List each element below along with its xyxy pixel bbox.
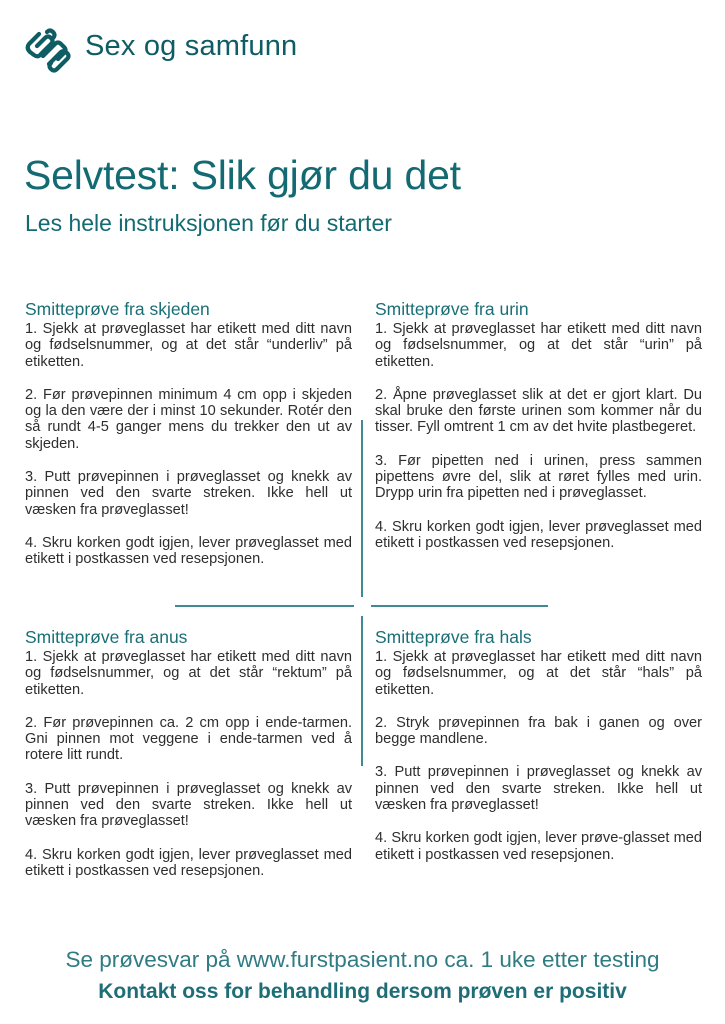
vertical-divider-bottom: [361, 616, 363, 766]
paperclip-s-logo-icon: [25, 26, 75, 76]
step-2: 2. Åpne prøveglasset slik at det er gjort klart. Du skal bruke den første urinen som kommer når du tisser. Fyll omtrent 1 cm av det hvite plastbegeret.: [375, 386, 702, 436]
step-1: 1. Sjekk at prøveglasset har etikett med ditt navn og fødselsnummer, og at det står “urin” på etiketten.: [375, 321, 702, 370]
step-3: 3. Putt prøvepinnen i prøveglasset og knekk av pinnen ved den svarte streken. Ikke hell ut væsken fra prøveglasset!: [25, 469, 352, 518]
section-heading: Smitteprøve fra anus: [25, 627, 188, 647]
section-anal-sample: [25, 627, 352, 896]
step-4: 4. Skru korken godt igjen, lever prøveglasset med etikett i postkassen ved resepsjonen.: [375, 518, 702, 551]
step-3: 3. Før pipetten ned i urinen, press sammen pipettens øvre del, slik at røret fylles med urin. Drypp urin fra pipetten ned i prøveglasset.: [375, 452, 702, 502]
horizontal-divider-right: [371, 605, 548, 607]
step-1: 1. Sjekk at prøveglasset har etikett med ditt navn og fødselsnummer, og at det står “rektum” på etiketten.: [25, 649, 352, 698]
step-4: 4. Skru korken godt igjen, lever prøveglasset med etikett i postkassen ved resepsjonen.: [25, 534, 352, 568]
section-throat-sample: [375, 627, 702, 880]
section-vaginal-sample: [25, 299, 352, 585]
page-subtitle: Les hele instruksjonen før du starter: [25, 210, 392, 236]
step-1: 1. Sjekk at prøveglasset har etikett med ditt navn og fødselsnummer, og at det står “hals” på etiketten.: [375, 649, 702, 698]
vertical-divider-top: [361, 420, 363, 597]
step-2: 2. Før prøvepinnen minimum 4 cm opp i skjeden og la den være der i minst 10 sekunder. Rotér den så rundt 4-5 ganger mens du trekker den ut av skjeden.: [25, 386, 352, 452]
step-2: 2. Stryk prøvepinnen fra bak i ganen og over begge mandlene.: [375, 714, 702, 748]
contact-info: Kontakt oss for behandling dersom prøven er positiv: [98, 980, 627, 1003]
page-title: Selvtest: Slik gjør du det: [24, 152, 461, 198]
section-urine-sample: [375, 299, 702, 568]
section-heading: Smitteprøve fra skjeden: [25, 299, 210, 319]
step-3: 3. Putt prøvepinnen i prøveglasset og knekk av pinnen ved den svarte streken. Ikke hell ut væsken fra prøveglasset!: [375, 764, 702, 814]
results-info: Se prøvesvar på www.furstpasient.no ca. 1 uke etter testing: [65, 947, 660, 972]
section-heading: Smitteprøve fra urin: [375, 299, 529, 319]
step-3: 3. Putt prøvepinnen i prøveglasset og knekk av pinnen ved den svarte streken. Ikke hell ut væsken fra prøveglasset!: [25, 780, 352, 830]
section-heading: Smitteprøve fra hals: [375, 627, 532, 647]
step-1: 1. Sjekk at prøveglasset har etikett med ditt navn og fødselsnummer, og at det står “underliv” på etiketten.: [25, 321, 352, 370]
step-4: 4. Skru korken godt igjen, lever prøveglasset med etikett i postkassen ved resepsjonen.: [25, 846, 352, 879]
brand-name: Sex og samfunn: [85, 30, 298, 62]
step-4: 4. Skru korken godt igjen, lever prøve-glasset med etikett i postkassen ved resepsjonen.: [375, 830, 702, 863]
horizontal-divider-left: [175, 605, 354, 607]
step-2: 2. Før prøvepinnen ca. 2 cm opp i ende-tarmen. Gni pinnen mot veggene i ende-tarmen ved å rotere litt rundt.: [25, 714, 352, 764]
